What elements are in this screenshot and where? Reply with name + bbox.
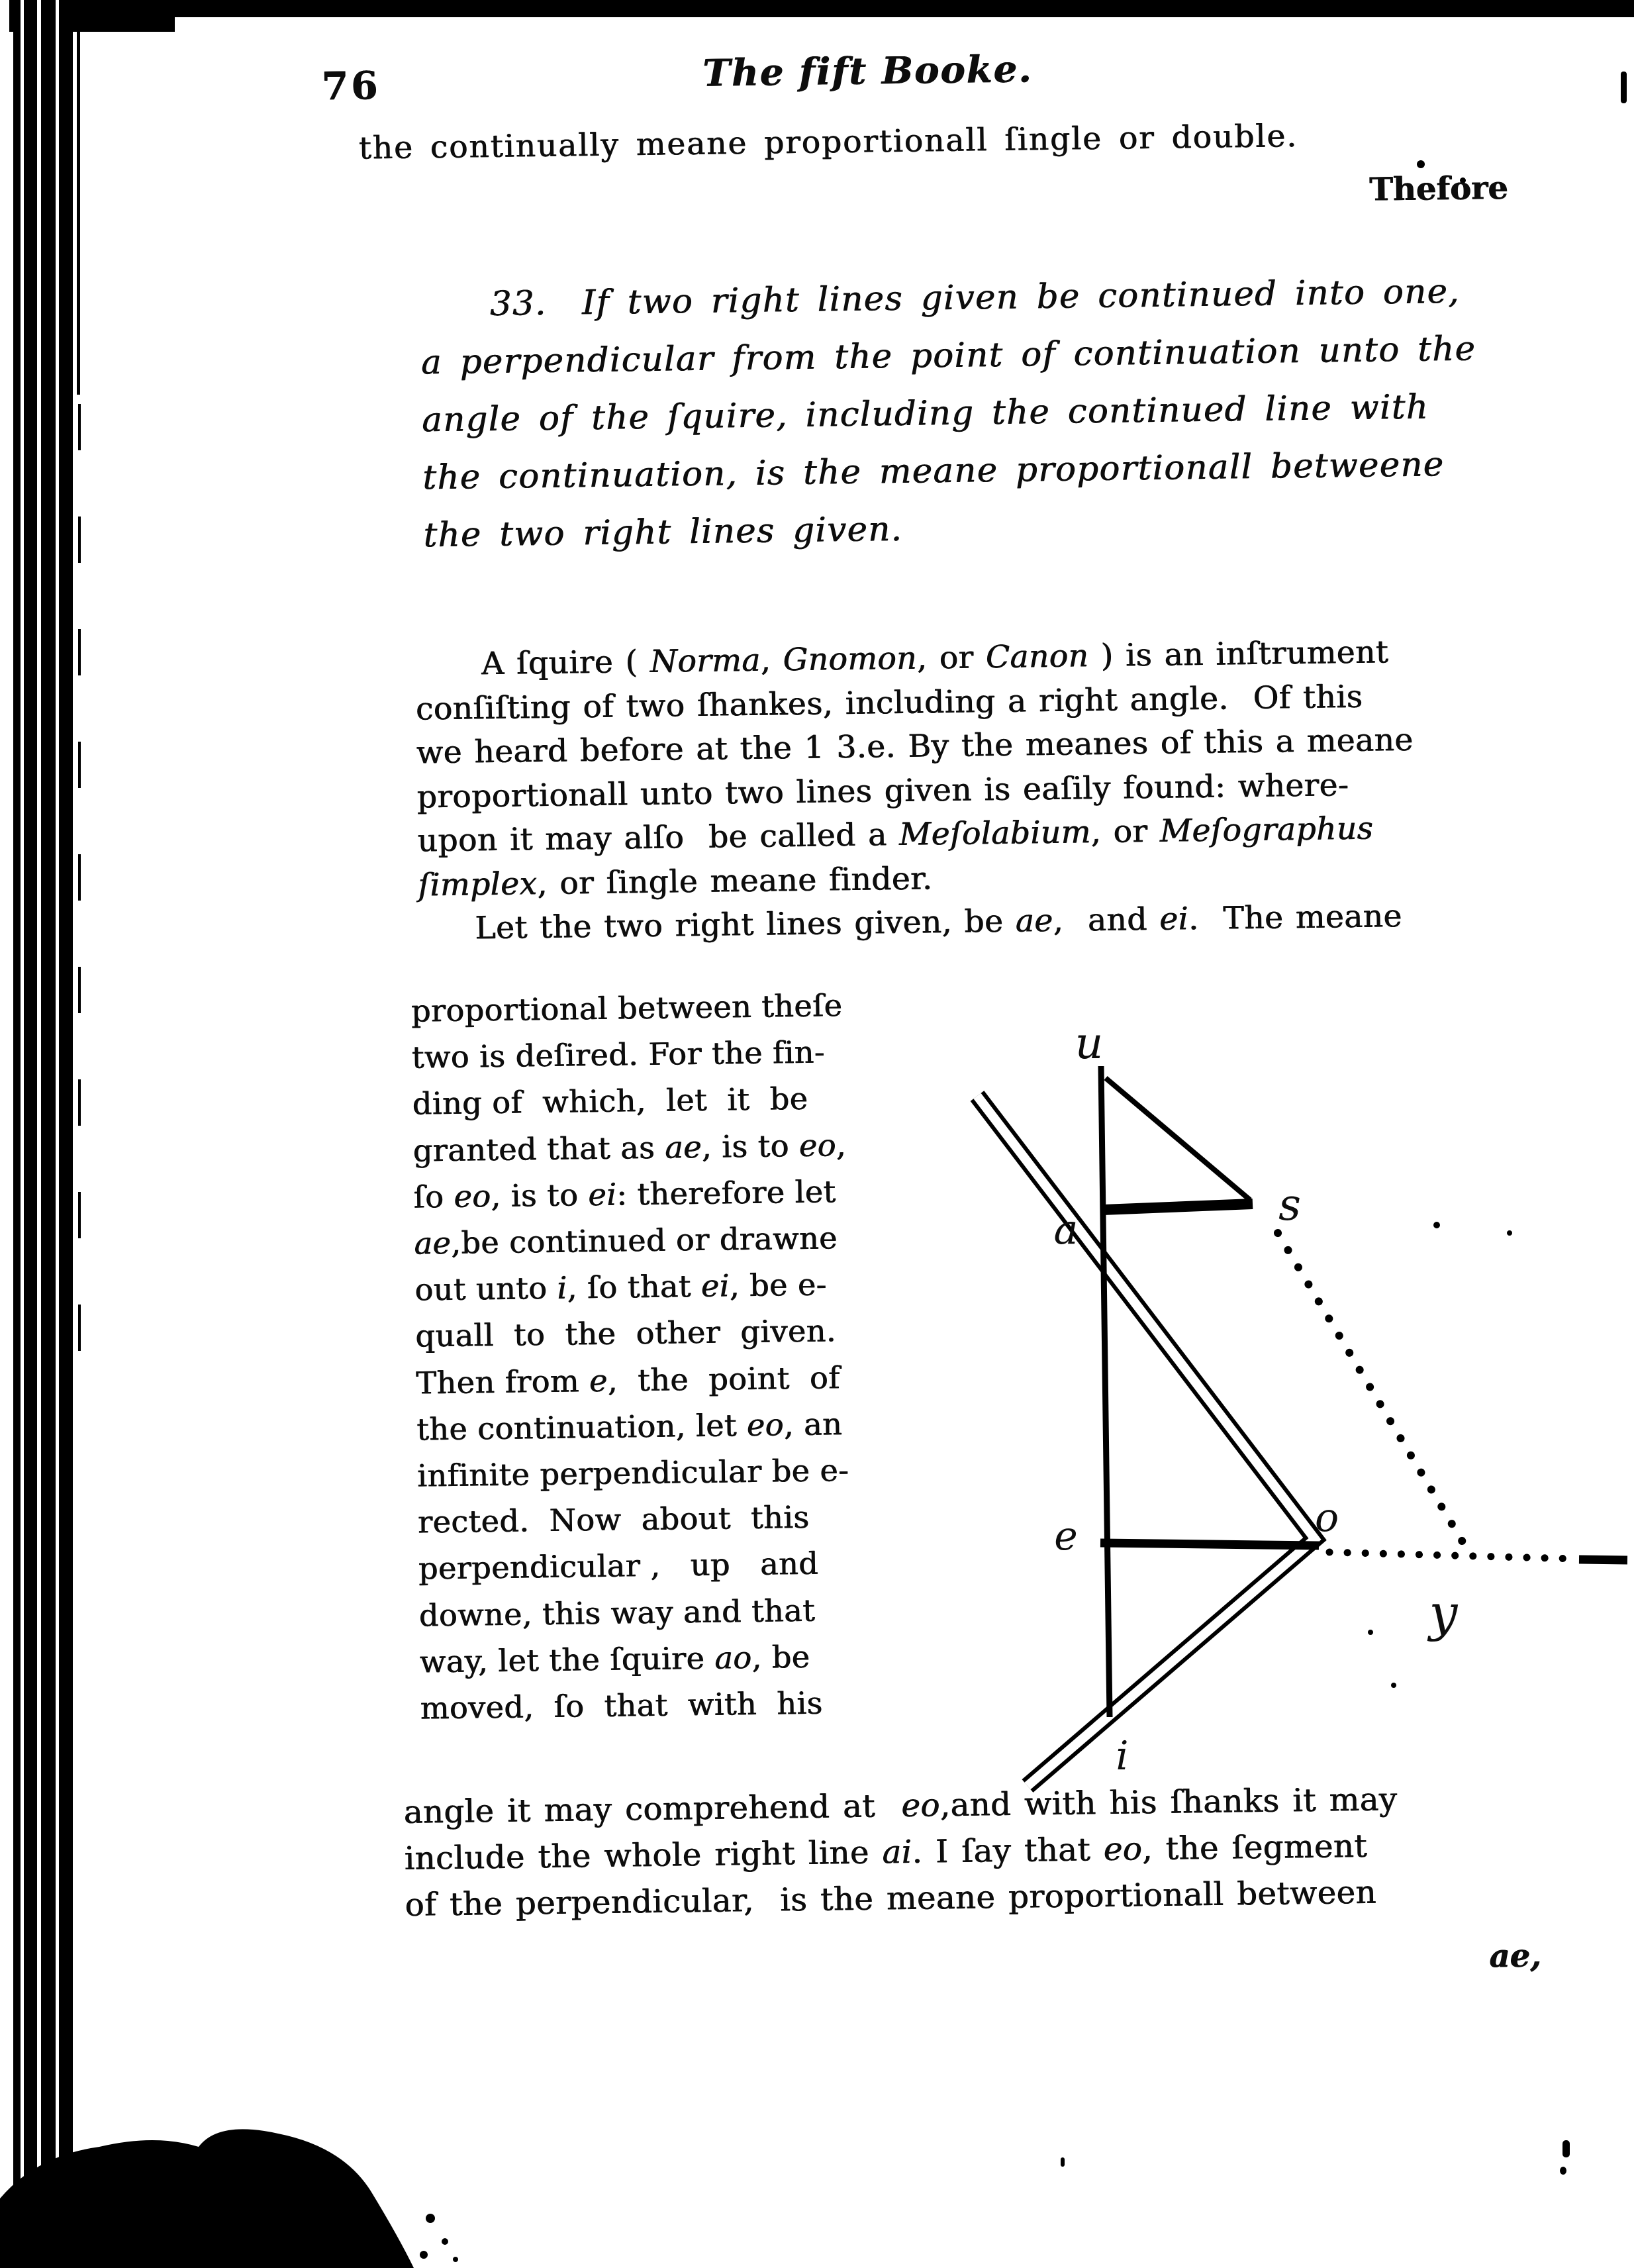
italic-term: ae: [1015, 903, 1054, 940]
figure-hypotenuse-us: [1106, 1078, 1250, 1200]
text-line: ſo eo, is to ei: therefore let: [413, 1173, 836, 1215]
italic-term: i: [557, 1269, 568, 1307]
italic-term: eo: [1103, 1830, 1143, 1869]
italic-term: eo: [454, 1177, 491, 1214]
figure-label-o: o: [1314, 1495, 1339, 1541]
italic-term: eo: [798, 1126, 837, 1163]
italic-term: Meſographus: [1159, 810, 1374, 850]
text-line: A ſquire ( Norma, Gnomon, or Canon ) is an inſtrument: [481, 634, 1389, 683]
intro-line: the continually meane proportionall ſingle or double.: [358, 118, 1298, 167]
text-line: perpendicular , up and: [418, 1546, 819, 1587]
scan-speck: [1621, 72, 1627, 103]
text-line: granted that as ae, is to eo,: [412, 1126, 847, 1169]
scan-speck: [1368, 1630, 1373, 1635]
italic-term: ae: [664, 1128, 702, 1165]
scan-speck: [1391, 1683, 1396, 1688]
text-line: conſiſting of two ſhankes, including a right angle. Of this: [415, 678, 1363, 728]
italic-term: ei: [1159, 901, 1189, 938]
text-line: quall to the other given.: [415, 1312, 837, 1355]
text-line: out unto i, ſo that ei, be e-: [414, 1266, 828, 1308]
text-line: ding of which, let it be: [412, 1081, 808, 1122]
text-line: include the whole right line ai. I ſay that eo, the ſegment: [404, 1827, 1368, 1877]
text-line: way, let the ſquire ao, be: [419, 1638, 810, 1680]
text-line: upon it may alſo be called a Meſolabium, or Meſographus: [417, 810, 1374, 860]
figure-label-e: e: [1054, 1513, 1078, 1559]
column-paragraph: [411, 981, 911, 1732]
text-line: infinite perpendicular be e-: [416, 1452, 849, 1494]
text-line: Then from e, the point of: [416, 1359, 841, 1401]
figure-line-uai: [1101, 1066, 1110, 1717]
italic-term: ae: [414, 1224, 452, 1261]
text-line: two is deſired. For the fin-: [411, 1034, 826, 1075]
figure-base-line-as: [1103, 1204, 1253, 1210]
italic-term: Meſolabium: [898, 814, 1092, 854]
italic-term: e: [589, 1362, 608, 1399]
text-line: ſimplex, or ſingle meane finder.: [418, 860, 933, 904]
text-line: angle of the ſquire, including the continued line with: [421, 387, 1429, 440]
catchword-ae: ae,: [1489, 1937, 1542, 1975]
italic-term: ai: [882, 1833, 912, 1871]
text-line: ae,be continued or drawne: [414, 1220, 838, 1261]
italic-term: eo: [901, 1787, 941, 1825]
text-line: rected. Now about this: [417, 1499, 810, 1540]
text-line: of the perpendicular, is the meane proportionall between: [405, 1873, 1377, 1924]
text-line: the continuation, is the meane proportionall betweene: [422, 445, 1445, 498]
text-line: proportional between theſe: [410, 987, 843, 1029]
figure-label-u: u: [1075, 1018, 1104, 1069]
text-line: angle it may comprehend at eo,and with his ſhanks it may: [403, 1781, 1398, 1831]
squire-paragraph: [415, 630, 1425, 952]
figure-label-s: s: [1278, 1179, 1301, 1230]
text-line: the continuation, let eo, an: [416, 1406, 843, 1448]
italic-term: Gnomon: [783, 640, 918, 679]
italic-term: ei: [588, 1176, 617, 1213]
scan-speck: [1507, 1230, 1512, 1236]
italic-term: ſimplex: [418, 865, 538, 904]
figure-dotted-line-sy: [1278, 1233, 1471, 1556]
text-line: proportionall unto two lines given is eaſily found: where-: [416, 766, 1349, 816]
italic-term: ao: [714, 1639, 752, 1676]
figure-dotted-line-end-dash: [1579, 1559, 1627, 1560]
text-line: Let the two right lines given, be ae, and ei. The meane: [475, 898, 1403, 947]
squire-strip-channel: [977, 1096, 1315, 1786]
figure-line-eo: [1100, 1543, 1319, 1546]
page-number: 76: [321, 63, 381, 109]
italic-term: eo: [746, 1406, 785, 1443]
text-line: moved, ſo that with his: [420, 1685, 824, 1726]
figure-label-i: i: [1116, 1733, 1129, 1779]
italic-term: Canon: [985, 638, 1089, 676]
figure-dotted-line-oy: [1329, 1552, 1574, 1559]
geometry-figure: [881, 987, 1634, 1841]
proposition-paragraph: [420, 264, 1476, 565]
text-line: downe, this way and that: [418, 1592, 816, 1634]
text-line: 33. If two right lines given be continued into one,: [489, 271, 1461, 324]
figure-label-a: a: [1053, 1205, 1079, 1254]
text-line: we heard before at the 1 3.e. By the meanes of this a meane: [416, 721, 1414, 771]
catchword-thefore: Thefore: [1369, 169, 1509, 209]
italic-term: Norma: [649, 642, 761, 680]
text-line: the two right lines given.: [423, 509, 903, 556]
figure-label-y: y: [1429, 1583, 1458, 1642]
running-title: The fift Booke.: [702, 47, 1033, 95]
italic-term: ei: [700, 1267, 730, 1305]
text-line: a perpendicular from the point of continuation unto the: [420, 329, 1476, 383]
scan-speck: [1433, 1222, 1440, 1228]
